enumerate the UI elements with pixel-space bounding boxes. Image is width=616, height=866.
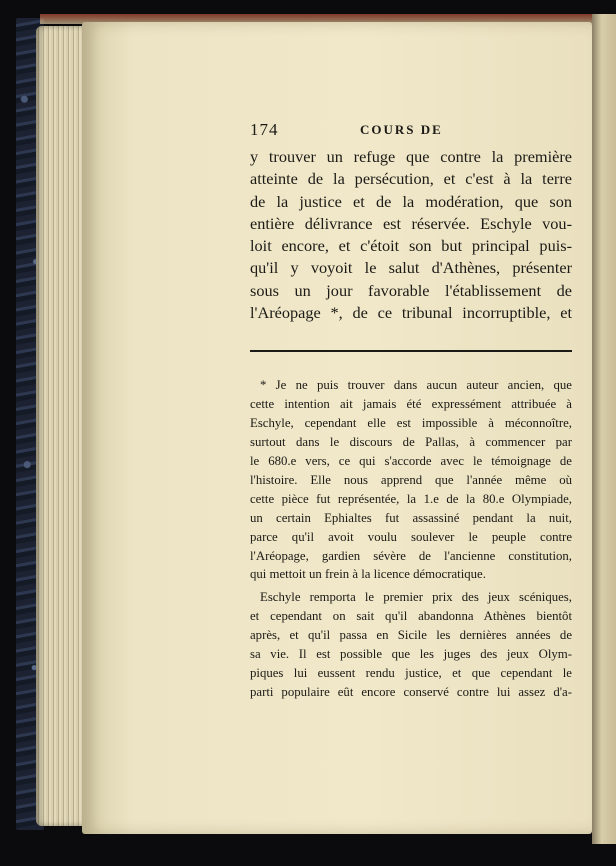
- running-title: COURS DE: [360, 122, 443, 137]
- footnote-line: Eschyle, cependant elle est impossible à méconnoître,: [250, 416, 572, 431]
- footnote-line: l'histoire. Elle nous apprend que l'année même où: [250, 472, 572, 487]
- footnote-line: surtout dans le discours de Pallas, à commencer par: [250, 435, 572, 450]
- footnote: [250, 376, 572, 701]
- footnote-line: Eschyle remporta le premier prix des jeux scéniques,: [260, 590, 572, 605]
- footnote-paragraph: [250, 588, 572, 701]
- text-block: [250, 120, 572, 702]
- facing-page-edge: [592, 14, 616, 844]
- body-line: loit encore, et c'étoit son but principal puis-: [250, 236, 572, 256]
- body-line: l'Aréopage *, de ce tribunal incorruptible, et: [250, 303, 572, 323]
- footnote-line: sa vie. Il est possible que les juges des jeux Olym-: [250, 647, 572, 662]
- footnote-line: cette pièce fut représentée, la 1.e de la 80.e Olympiade,: [250, 491, 572, 506]
- body-line: qu'il y voyoit le salut d'Athènes, présenter: [250, 258, 572, 278]
- footnote-line: piques lui eussent rendu justice, et que cependant le: [250, 665, 572, 680]
- body-line: entière délivrance est réservée. Eschyle vou-: [250, 213, 572, 233]
- footnote-line: un certain Ephialtes fut assassiné pendant la nuit,: [250, 510, 572, 525]
- footnote-line: parce qu'il avoit voulu soulever le peuple contre: [250, 529, 572, 544]
- footnote-line: et cependant on sait qu'il abandonna Athènes bientôt: [250, 609, 572, 624]
- body-line: de la justice et de la modération, que son: [250, 191, 572, 211]
- footnote-line: après, et qu'il passa en Sicile les dernières années de: [250, 628, 572, 643]
- footnote-line: * Je ne puis trouver dans aucun auteur ancien, que: [260, 378, 572, 393]
- footnote-line: qui mettoit un frein à la licence démocratique.: [250, 567, 486, 582]
- footnote-line: le 680.e vers, ce qui s'accorde avec le témoignage de: [250, 454, 572, 468]
- body-text: [250, 146, 572, 324]
- body-line: y trouver un refuge que contre la première: [250, 147, 572, 166]
- body-line: atteinte de la persécution, et c'est à la terre: [250, 169, 572, 189]
- footnote-line: l'Aréopage, gardien sévère de l'ancienne constitution,: [250, 548, 572, 563]
- footnote-line: cette intention ait jamais été expressément attribuée à: [250, 397, 572, 412]
- footnote-rule: [250, 350, 572, 352]
- body-line: sous un jour favorable l'établissement de: [250, 280, 572, 300]
- footnote-line: parti populaire eût encore conservé contre lui assez d'a-: [250, 684, 572, 699]
- page-number: 174: [250, 120, 279, 139]
- running-head: [250, 120, 572, 140]
